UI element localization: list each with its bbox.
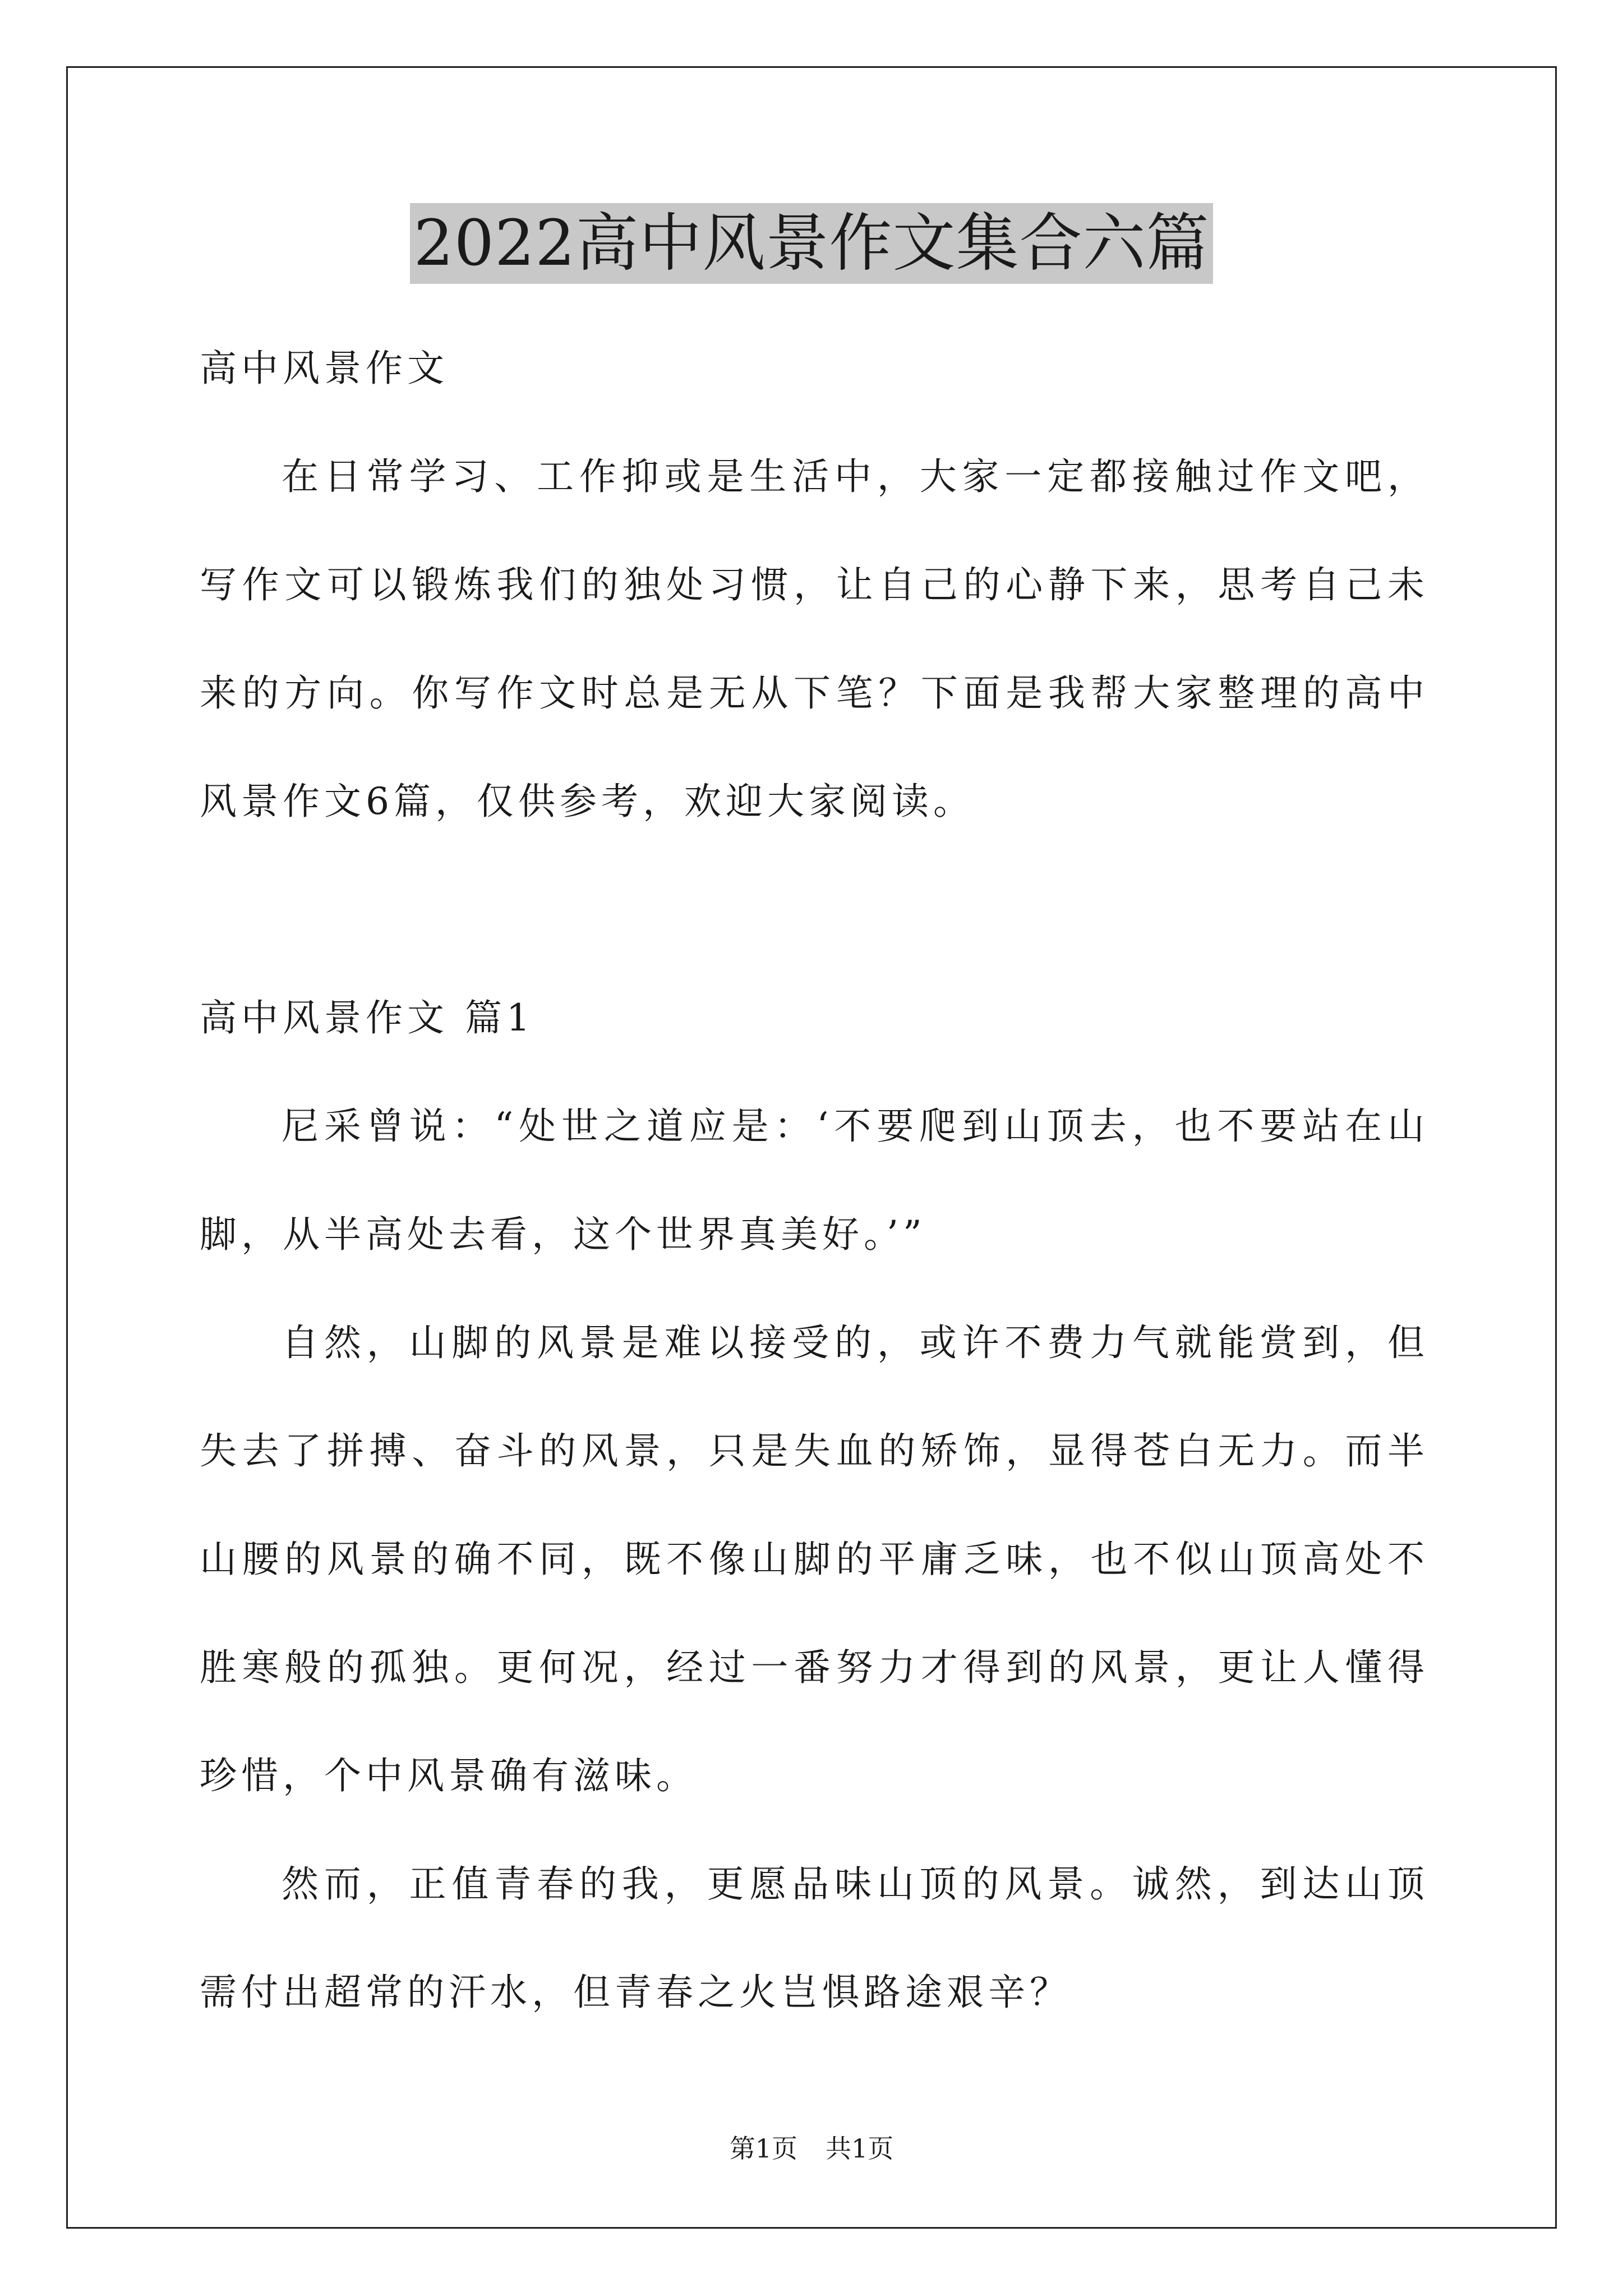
document-body bbox=[200, 314, 1429, 2046]
paragraph-gap bbox=[200, 855, 1429, 964]
body-paragraph: 自然，山脚的风景是难以接受的，或许不费力气就能赏到，但失去了拼搏、奋斗的风景，只是失血的矫饰，显得苍白无力。而半山腰的风景的确不同，既不像山脚的平庸乏味，也不似山顶高处不胜寒般的孤独。更何况，经过一番努力才得到的风景，更让人懂得珍惜，个中风景确有滋味。 bbox=[200, 1321, 1429, 1797]
page-number: 第1页 bbox=[729, 2133, 797, 2164]
page-footer bbox=[0, 2132, 1623, 2165]
body-paragraph: 然而，正值青春的我，更愿品味山顶的风景。诚然，到达山顶需付出超常的汗水，但青春之火岂惧路途艰辛？ bbox=[200, 1862, 1429, 2014]
page-total: 共1页 bbox=[826, 2133, 894, 2164]
title-container bbox=[0, 203, 1623, 284]
body-paragraph: 尼采曾说：“处世之道应是：‘不要爬到山顶去，也不要站在山脚，从半高处去看，这个世界真美好。’” bbox=[200, 1105, 1429, 1256]
intro-paragraph: 在日常学习、工作抑或是生活中，大家一定都接触过作文吧，写作文可以锻炼我们的独处习惯，让自己的心静下来，思考自己未来的方向。你写作文时总是无从下笔？下面是我帮大家整理的高中风景作文6篇，仅供参考，欢迎大家阅读。 bbox=[200, 455, 1429, 823]
section-heading: 高中风景作文 bbox=[200, 347, 449, 390]
essay-heading: 高中风景作文 篇1 bbox=[200, 996, 534, 1039]
document-title: 2022高中风景作文集合六篇 bbox=[410, 203, 1212, 284]
